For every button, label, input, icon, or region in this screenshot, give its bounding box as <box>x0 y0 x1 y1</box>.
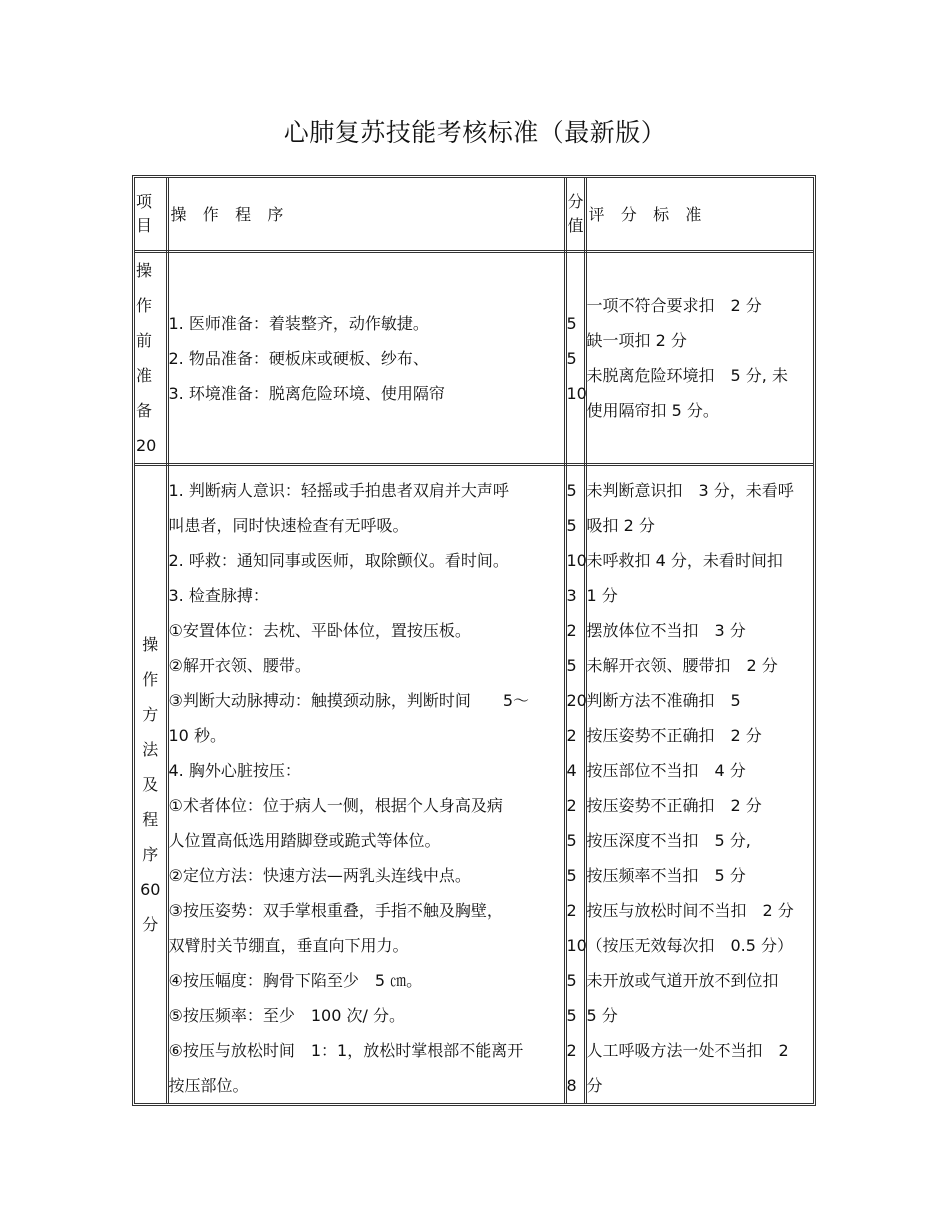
score-cell <box>565 465 585 1104</box>
procedure-line: 3. 环境准备：脱离危险环境、使用隔帘 <box>168 383 445 403</box>
criteria-line: 未脱离危险环境扣 5 分, 未 <box>586 366 788 385</box>
table-row <box>135 252 813 465</box>
criteria-cell <box>585 252 813 465</box>
page-title: 心肺复苏技能考核标准（最新版） <box>283 118 667 147</box>
criteria-line: 未呼救扣 4 分，未看时间扣 <box>586 551 783 570</box>
criteria-line: 1 分 <box>586 586 618 605</box>
section-label-char: 操 <box>136 261 153 280</box>
section-label-char: 60 <box>140 880 161 899</box>
section-label <box>135 253 166 463</box>
criteria-line: 按压姿势不正确扣 2 分 <box>586 726 762 745</box>
score-value: 10 <box>566 383 587 403</box>
section-label-char: 20 <box>136 436 157 455</box>
criteria-line: 按压与放松时间不当扣 2 分 <box>586 901 794 920</box>
header-score-cell <box>565 178 585 252</box>
header-score <box>567 190 584 238</box>
procedure-line: ①安置体位：去枕、平卧体位，置按压板。 <box>168 621 471 640</box>
header-criteria-cell <box>585 178 813 252</box>
table-row <box>135 465 813 1104</box>
score-cell <box>565 252 585 465</box>
score-value: 3 <box>566 586 577 605</box>
criteria-line: 使用隔帘扣 5 分。 <box>586 401 719 420</box>
procedure-line: ②解开衣领、腰带。 <box>168 656 311 675</box>
procedure-line: ②定位方法：快速方法—两乳头连线中点。 <box>168 866 471 885</box>
section-label-char: 方 <box>142 705 159 724</box>
criteria-line: 未判断意识扣 3 分，未看呼 <box>586 481 794 500</box>
assessment-table-frame <box>132 175 816 1106</box>
section-label-cell <box>135 465 167 1104</box>
score-value: 4 <box>566 761 577 780</box>
score-value: 5 <box>566 313 577 333</box>
procedure-line: ③按压姿势：双手掌根重叠，手指不触及胸壁， <box>168 901 503 920</box>
score-value: 5 <box>566 971 577 990</box>
score-value: 5 <box>566 866 577 885</box>
header-item-cell <box>135 178 167 252</box>
procedure-line: ③判断大动脉搏动：触摸颈动脉，判断时间 5～ <box>168 691 530 710</box>
procedure-line: 4. 胸外心脏按压： <box>168 761 301 780</box>
section-label-char: 法 <box>142 740 159 759</box>
score-value: 2 <box>566 1041 577 1060</box>
criteria-line: 5 分 <box>586 1006 618 1025</box>
criteria-line: 未开放或气道开放不到位扣 <box>586 971 779 990</box>
header-score-char: 值 <box>567 216 584 235</box>
score-value: 2 <box>566 726 577 745</box>
procedure-line: 10 秒。 <box>168 726 226 745</box>
criteria-line: （按压无效每次扣 0.5 分） <box>586 936 794 955</box>
procedure-line: ④按压幅度：胸骨下陷至少 5 ㎝。 <box>168 971 423 990</box>
procedure-line: 2. 呼救：通知同事或医师，取除颤仪。看时间。 <box>168 551 509 570</box>
section-label-char: 备 <box>136 401 153 420</box>
section-label-char: 分 <box>142 915 159 934</box>
header-item-char: 目 <box>136 216 153 235</box>
procedure-line: 双臂肘关节绷直，垂直向下用力。 <box>168 936 409 955</box>
section-label-char: 程 <box>142 810 159 829</box>
score-value: 10 <box>566 936 587 955</box>
criteria-cell <box>585 465 813 1104</box>
header-criteria: 评 分 标 准 <box>588 204 707 224</box>
procedure-line: ⑥按压与放松时间 1：1，放松时掌根部不能离开 <box>168 1041 524 1060</box>
table-header-row <box>135 178 813 252</box>
criteria-line: 判断方法不准确扣 5 <box>586 691 741 710</box>
header-item <box>135 190 166 238</box>
section-label-char: 及 <box>142 775 159 794</box>
section-label-char: 操 <box>142 635 159 654</box>
score-value: 5 <box>566 481 577 500</box>
procedure-line: 3. 检查脉搏： <box>168 586 269 605</box>
procedure-cell <box>167 465 565 1104</box>
section-label-char: 前 <box>136 331 153 350</box>
header-procedure-cell <box>167 178 565 252</box>
score-value: 5 <box>566 656 577 675</box>
procedure-cell <box>167 252 565 465</box>
section-label-char: 作 <box>142 670 159 689</box>
section-label <box>135 627 166 942</box>
score-value: 20 <box>566 691 587 710</box>
header-item-char: 项 <box>136 192 153 211</box>
criteria-line: 缺一项扣 2 分 <box>586 331 687 350</box>
section-label-cell <box>135 252 167 465</box>
procedure-line: 2. 物品准备：硬板床或硬板、纱布、 <box>168 348 429 368</box>
criteria-line: 摆放体位不当扣 3 分 <box>586 621 746 640</box>
criteria-line: 人工呼吸方法一处不当扣 2 <box>586 1041 789 1060</box>
score-value: 2 <box>566 621 577 640</box>
criteria-line: 一项不符合要求扣 2 分 <box>586 296 762 315</box>
score-value: 5 <box>566 516 577 535</box>
procedure-line: 1. 医师准备：着装整齐，动作敏捷。 <box>168 313 429 333</box>
procedure-line: ⑤按压频率：至少 100 次/ 分。 <box>168 1006 405 1025</box>
criteria-line: 按压部位不当扣 4 分 <box>586 761 746 780</box>
section-label-char: 准 <box>136 366 153 385</box>
procedure-line: 叫患者，同时快速检查有无呼吸。 <box>168 516 409 535</box>
assessment-table <box>135 178 813 1103</box>
section-label-char: 序 <box>142 845 159 864</box>
header-procedure: 操 作 程 序 <box>170 204 289 224</box>
procedure-line: 人位置高低选用踏脚登或跪式等体位。 <box>168 831 441 850</box>
procedure-line: ①术者体位：位于病人一侧，根据个人身高及病 <box>168 796 503 815</box>
criteria-line: 吸扣 2 分 <box>586 516 655 535</box>
score-value: 5 <box>566 348 577 368</box>
criteria-line: 按压深度不当扣 5 分, <box>586 831 751 850</box>
header-score-char: 分 <box>567 192 584 211</box>
score-value: 2 <box>566 901 577 920</box>
section-label-char: 作 <box>136 296 153 315</box>
score-value: 8 <box>566 1076 577 1095</box>
procedure-line: 按压部位。 <box>168 1076 249 1095</box>
score-value: 5 <box>566 831 577 850</box>
criteria-line: 按压姿势不正确扣 2 分 <box>586 796 762 815</box>
score-value: 5 <box>566 1006 577 1025</box>
criteria-line: 未解开衣领、腰带扣 2 分 <box>586 656 778 675</box>
score-value: 10 <box>566 551 587 570</box>
procedure-line: 1. 判断病人意识：轻摇或手拍患者双肩并大声呼 <box>168 481 509 500</box>
score-value: 2 <box>566 796 577 815</box>
criteria-line: 分 <box>586 1076 603 1095</box>
criteria-line: 按压频率不当扣 5 分 <box>586 866 746 885</box>
